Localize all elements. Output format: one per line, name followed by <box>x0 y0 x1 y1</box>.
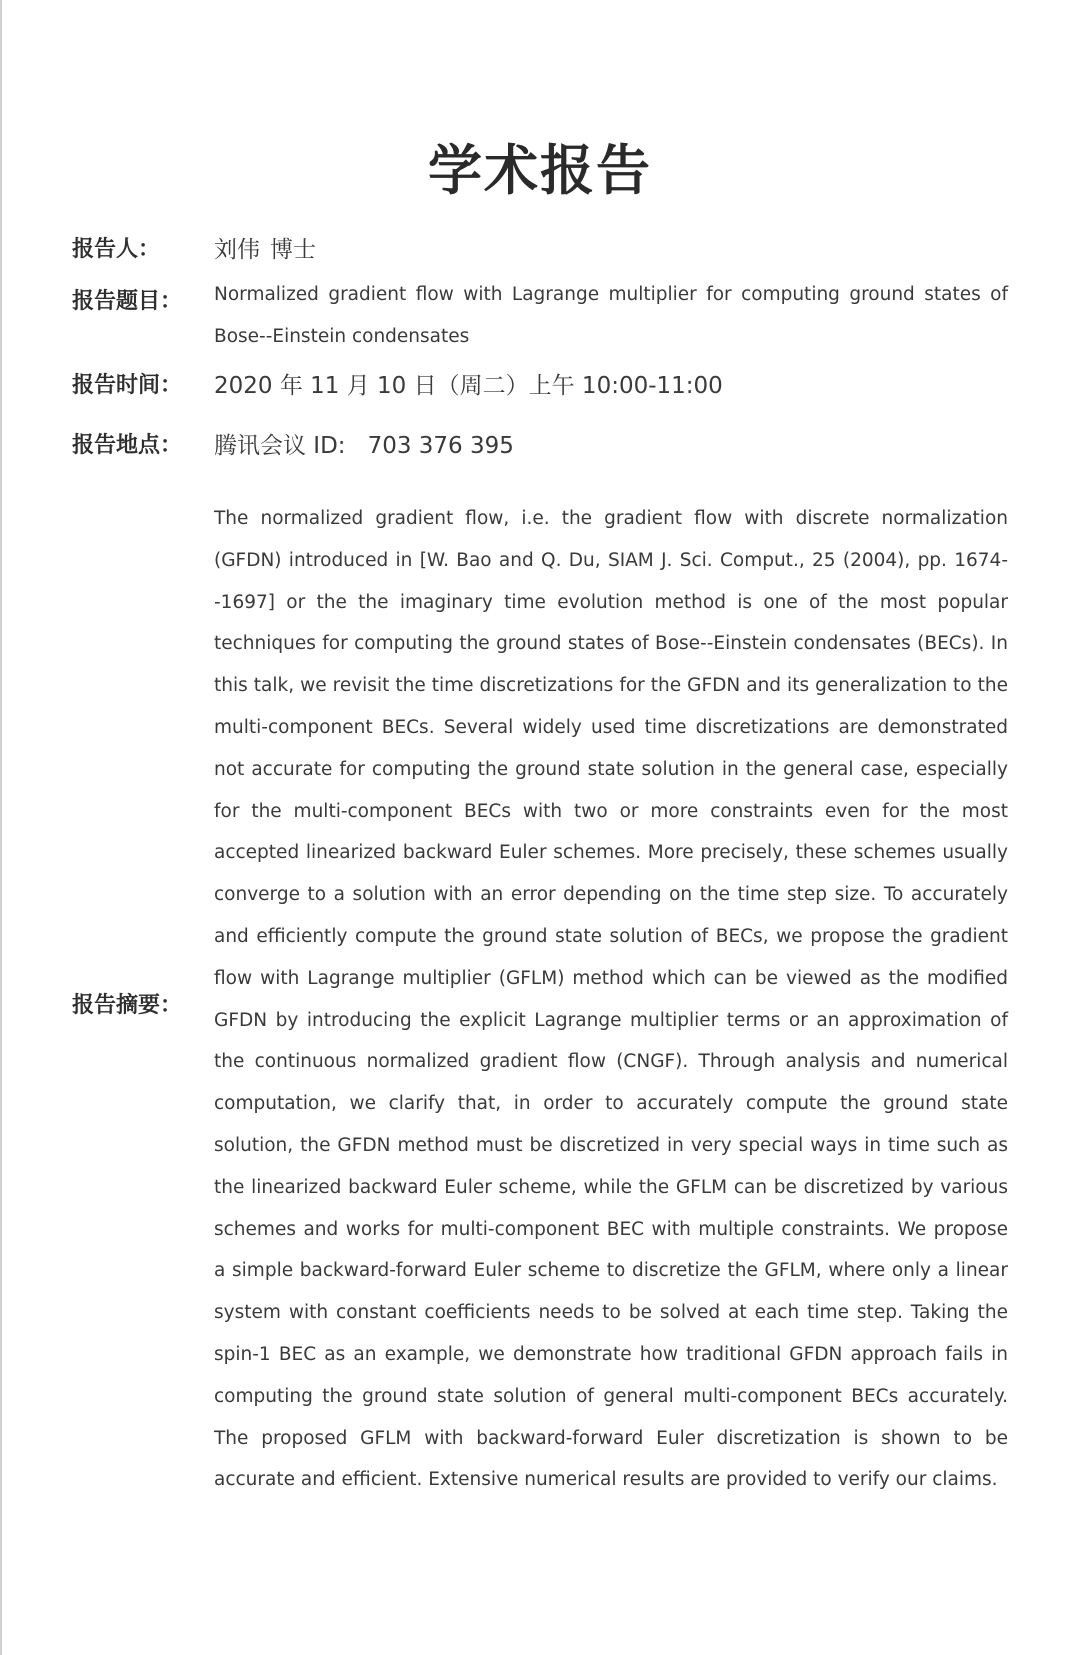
location-platform: 腾讯会议 ID: <box>214 433 346 459</box>
time-label: 报告时间： <box>72 373 183 398</box>
topic-label: 报告题目： <box>72 289 183 314</box>
time-text: 2020 年 11 月 10 日（周二）上午 10:00-11:00 <box>214 373 723 399</box>
page-left-edge <box>0 0 2 1655</box>
location-label: 报告地点： <box>72 433 183 458</box>
speaker-value <box>214 231 1008 264</box>
speaker-label: 报告人： <box>72 237 161 262</box>
abstract-text: The normalized gradient flow, i.e. the gradient flow with discrete normalization (GFDN) introduced in [W. Bao and Q. Du, SIAM J. Sci. Comput., 25 (2004), pp. 1674--1697] or the the imaginary time evolution method is one of the most popular techniques for computing the ground states of Bose--Einstein condensates (BECs). In this talk, we revisit the time discretizations for the GFDN and its generalization to the multi-component BECs. Several widely used time discretizations are demonstrated not accurate for computing the ground state solution in the general case, especially for the multi-component BECs with two or more constraints even for the most accepted linearized backward Euler schemes. More precisely, these schemes usually converge to a solution with an error depending on the time step size. To accurately and efficiently compute the ground state solution of BECs, we propose the gradient flow with Lagrange multiplier (GFLM) method which can be viewed as the modified GFDN by introducing the explicit Lagrange multiplier terms or an approximation of the continuous normalized gradient flow (CNGF). Through analysis and numerical computation, we clarify that, in order to accurately compute the ground state solution, the GFDN method must be discretized in very special ways in time such as the linearized backward Euler scheme, while the GFLM can be discretized by various schemes and works for multi-component BEC with multiple constraints. We propose a simple backward-forward Euler scheme to discretize the GFLM, where only a linear system with constant coefficients needs to be solved at each time step. Taking the spin-1 BEC as an example, we demonstrate how traditional GFDN approach fails in computing the ground state solution of general multi-component BECs accurately. The proposed GFLM with backward-forward Euler discretization is shown to be accurate and efficient. Extensive numerical results are provided to verify our claims. <box>214 508 1008 1491</box>
location-value <box>214 427 1008 460</box>
topic-text: Normalized gradient flow with Lagrange multiplier for computing ground states of Bose--Einstein condensates <box>214 284 1008 347</box>
page-title: 学术报告 <box>428 139 652 202</box>
speaker-degree: 博士 <box>270 237 316 263</box>
abstract-label: 报告摘要： <box>72 993 183 1018</box>
meeting-id: 703 376 395 <box>367 433 514 459</box>
speaker-name: 刘伟 <box>214 237 260 263</box>
